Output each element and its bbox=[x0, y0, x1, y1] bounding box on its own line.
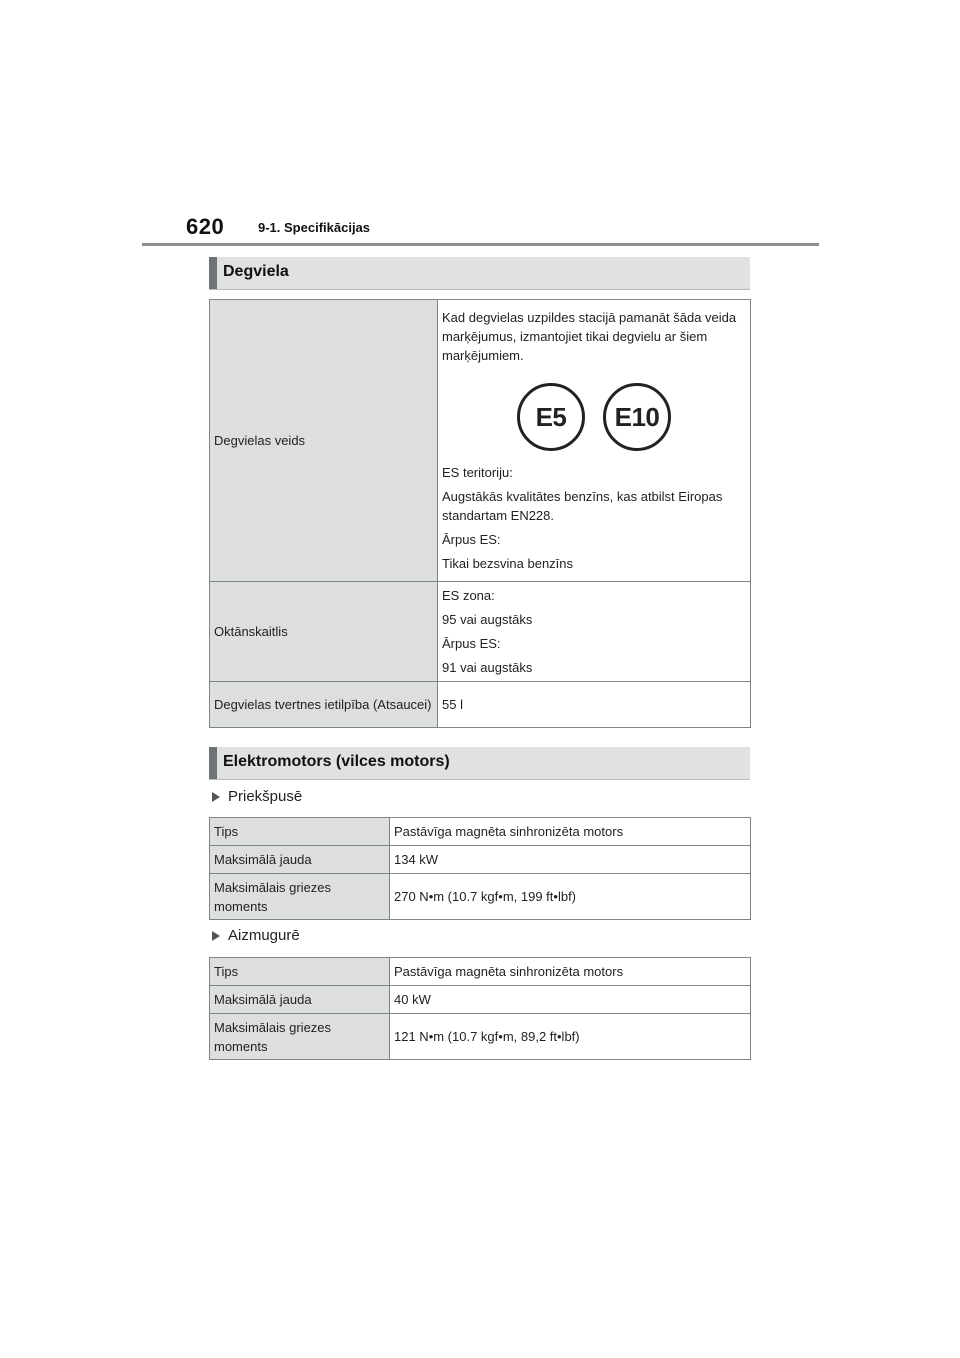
table-row bbox=[210, 986, 751, 1014]
fuel-heading-text: Degviela bbox=[223, 263, 289, 280]
e10-fuel-icon: E10 bbox=[603, 383, 671, 451]
max-power-value: 134 kW bbox=[390, 846, 751, 874]
max-power-label: Maksimālā jauda bbox=[210, 846, 390, 874]
table-row bbox=[210, 1014, 751, 1060]
octane-value bbox=[438, 582, 751, 682]
type-label: Tips bbox=[210, 818, 390, 846]
e5-fuel-icon: E5 bbox=[517, 383, 585, 451]
table-row bbox=[210, 958, 751, 986]
tank-capacity-label: Degvielas tvertnes ietilpība (Atsaucei) bbox=[210, 682, 438, 728]
rear-subheading bbox=[212, 927, 300, 944]
max-torque-label: Maksimālais griezes moments bbox=[210, 1014, 390, 1060]
heading-accent-bar bbox=[209, 747, 217, 779]
max-torque-label: Maksimālais griezes moments bbox=[210, 874, 390, 920]
triangle-bullet-icon bbox=[212, 931, 220, 941]
max-power-value: 40 kW bbox=[390, 986, 751, 1014]
table-row bbox=[210, 818, 751, 846]
front-subheading-text: Priekšpusē bbox=[228, 788, 303, 805]
header-divider bbox=[142, 243, 819, 246]
eu-zone-label: ES zona: bbox=[442, 588, 495, 603]
motor-section-heading bbox=[209, 747, 750, 780]
eu-zone-value: 95 vai augstāks bbox=[442, 612, 533, 627]
non-eu-value: 91 vai augstāks bbox=[442, 660, 533, 675]
table-row bbox=[210, 582, 751, 682]
max-torque-value: 121 N•m (10.7 kgf•m, 89,2 ft•lbf) bbox=[390, 1014, 751, 1060]
table-row bbox=[210, 846, 751, 874]
tank-capacity-value: 55 l bbox=[438, 682, 751, 728]
non-eu-value: Tikai bezsvina benzīns bbox=[442, 556, 574, 571]
page-number: 620 bbox=[186, 214, 225, 239]
table-row bbox=[210, 300, 751, 582]
type-value: Pastāvīga magnēta sinhronizēta motors bbox=[390, 818, 751, 846]
octane-label: Oktānskaitlis bbox=[210, 582, 438, 682]
fuel-type-value bbox=[438, 300, 751, 582]
type-label: Tips bbox=[210, 958, 390, 986]
non-eu-label: Ārpus ES: bbox=[442, 532, 501, 547]
max-torque-value: 270 N•m (10.7 kgf•m, 199 ft•lbf) bbox=[390, 874, 751, 920]
max-power-label: Maksimālā jauda bbox=[210, 986, 390, 1014]
fuel-section-heading bbox=[209, 257, 750, 290]
eu-label: ES teritoriju: bbox=[442, 465, 513, 480]
eu-value: Augstākās kvalitātes benzīns, kas atbilst Eiropas standartam EN228. bbox=[442, 489, 723, 523]
chapter-title: 9-1. Specifikācijas bbox=[258, 220, 371, 235]
fuel-logos bbox=[442, 383, 746, 451]
triangle-bullet-icon bbox=[212, 792, 220, 802]
front-subheading bbox=[212, 788, 302, 805]
table-row bbox=[210, 682, 751, 728]
front-motor-table bbox=[209, 817, 751, 920]
rear-motor-table bbox=[209, 957, 751, 1060]
table-row bbox=[210, 874, 751, 920]
heading-accent-bar bbox=[209, 257, 217, 289]
fuel-type-intro: Kad degvielas uzpildes stacijā pamanāt šāda veida marķējumus, izmantojiet tikai degvielu ar šiem marķējumiem. bbox=[442, 310, 737, 363]
non-eu-label: Ārpus ES: bbox=[442, 636, 501, 651]
fuel-spec-table bbox=[209, 299, 751, 728]
fuel-type-label: Degvielas veids bbox=[210, 300, 438, 582]
type-value: Pastāvīga magnēta sinhronizēta motors bbox=[390, 958, 751, 986]
rear-subheading-text: Aizmugurē bbox=[228, 927, 300, 944]
motor-heading-text: Elektromotors (vilces motors) bbox=[223, 753, 450, 770]
